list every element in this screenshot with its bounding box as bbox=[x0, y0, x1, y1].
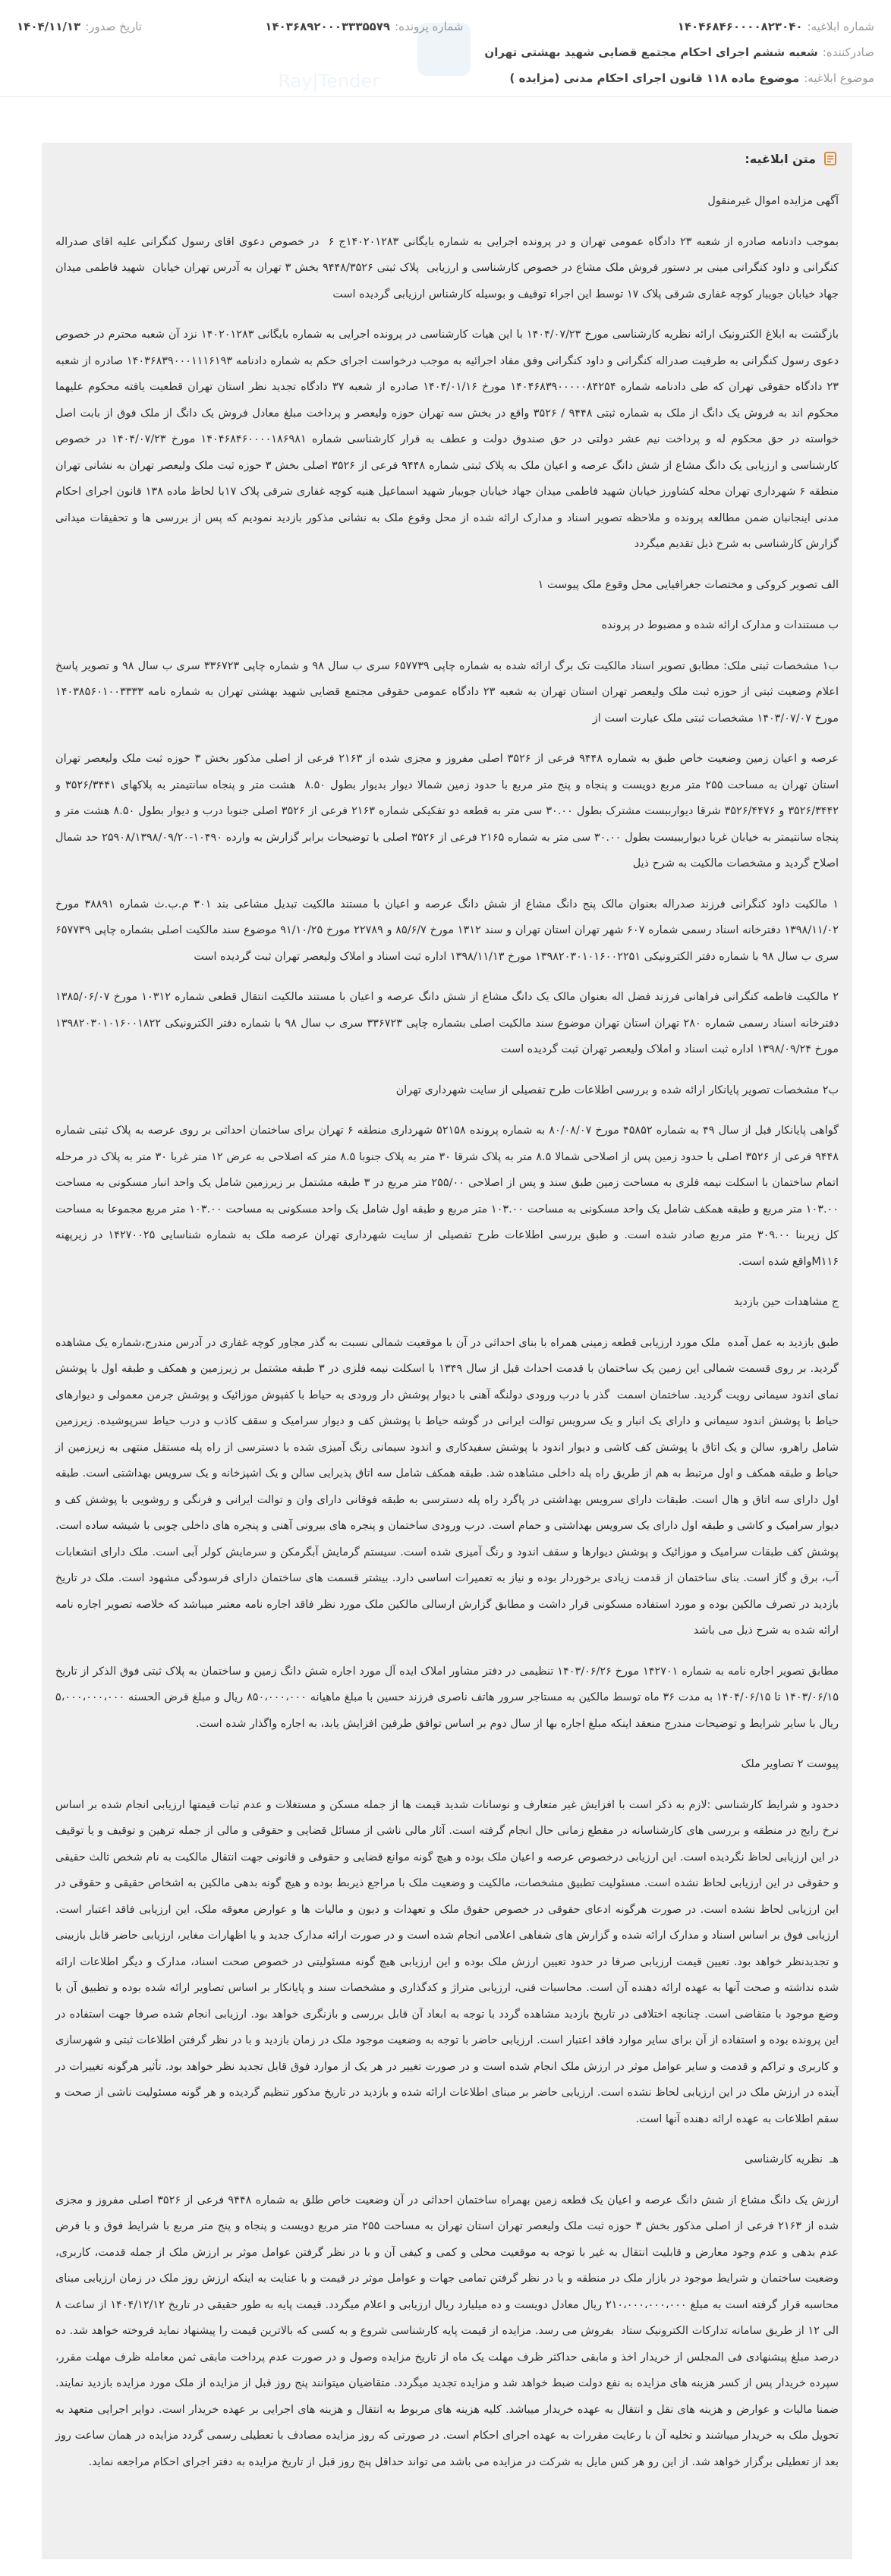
notice-body bbox=[48, 188, 839, 2475]
paragraph-gap bbox=[55, 215, 839, 229]
notice-paragraph: ۲ مالکیت فاطمه کنگرانی فراهانی فرزند فضل اله بعنوان مالک یک دانگ مشاع از شش دانگ عرصه و اعیان با مستند مالکیت انتقال قطعی شماره ۱۰۳۱۲ مورخ ۱۳۸۵/۰۶/۰۷ دفترخانه اسناد رسمی شماره ۲۸۰ تهران استان تهران موضوع سند مالکیت اصلی بشماره چاپی ۳۳۶۷۲۳ سری ب سال ۹۸ با شماره دفتر الکترونیکی ۱۳۹۸۲۰۳۰۱۰۱۶۰۰۱۸۲۲ مورخ ۱۳۹۸/۰۹/۲۴ اداره ثبت اسناد و املاک ولیعصر تهران ثبت گردیده است bbox=[52, 991, 839, 1055]
notice-paragraph: عرصه و اعیان زمین وضعیت خاص طبق به شماره ۹۴۴۸ فرعی از ۳۵۲۶ اصلی مفروز و مجزی شده از ۲۱۶۳ فرعی از اصلی مذکور بخش ۳ حوزه ثبت ملک ولیعصر تهران استان تهران به مساحت ۲۵۵ متر مربع دویست و پنجاه و پنج متر مربع با حدود زمین شمالا دیوار بدیوار بطول ۸.۵۰ هشت متر و پنجاه سانتیمتر به پلاکهای ۳۵۲۶/۳۴۴۱ و ۳۵۲۶/۳۴۴۲ و ۳۵۲۶/۴۴۷۶ شرقا دیوارببست مشترک بطول ۳۰.۰۰ سی متر به قطعه دو تفکیکی شماره ۲۱۶۳ فرعی از ۳۵۲۶ اصلی جنوبا درب و دیوار بطول ۸.۵۰ هشت متر و پنجاه سانتیمتر به خیابان غربا دیواربببست بطول ۳۰.۰۰ سی متر به شماره ۲۱۶۵ فرعی از ۳۵۲۶ اصلی با توضیحات برابر گزارش به وارده ۱۰۴۹۰-۲۵۹۰۸/۱۳۹۸/۰۹/۲۰ حد شمال اصلاح گردید و مشخصات مالکیت به شرح ذیل bbox=[52, 753, 839, 870]
header-row-issuer bbox=[17, 39, 874, 65]
notice-paragraph: دحدود و شرایط کارشناسی :لازم به ذکر است با افزایش غیر متعارف و نوسانات شدید قیمت ها از جمله مسکن و مستغلات و عدم ثبات قیمتها ارزیابی انجام شده بر اساس نرخ رایج در منطقه و بررسی های کارشناسانه در مقطع زمانی حال انجام گرفته است. آثار مالی ناشی از مسائل قضایی و حقوقی و مالی از جمله ترهین و توقیف و یا توقیف در این ارزیابی لحاظ نگردیده است. این ارزیابی درخصوص عرصه و اعیان ملک بوده و هیچ گونه موانع قضایی و حقوقی و قانونی جهت انتقال مالکیت به نام شخص ثالث حقیقی و حقوقی در این ارزیابی لحاظ نشده است. مسئولیت تطبیق مشخصات، مالکیت و وضعیت ملک با مراجع ذیربط بوده و هیچ گونه بدهی مالکین به اشخاص حقیقی و حقوقی در این ارزیابی لحاظ نشده است. در صورت هرگونه ادعای حقوقی در خصوص حقوق ملک و تعهدات و دیون و مالیات ها و عوارض معوقه ملک، این ارزیابی فاقد اعتبار است. ارزیابی فوق بر اساس اسناد و مدارک ارائه شده و گزارش های شفاهی اعلامی انجام شده است و در صورت ارائه مدارک جدید و یا اظهارات مغایر، ارزیابی حاضر قابل بازبینی و تجدیدنظر خواهد بود. تعیین قیمت ارزیابی صرفا در حدود تعیین ارزش ملک بوده و این ارزیابی هیچ گونه مسئولیتی در خصوص صحت اسناد، مدارک و دیگر اطلاعات ارائه شده نداشته و صحت آنها به عهده ارائه دهنده آن است. محاسبات فنی، ارزیابی متراژ و کدگذاری و مشخصات سند و پایانکار بر اساس تصاویر ارائه شده بوده و تطبیق آن با وضع موجود با متقاضی است. چنانچه اختلافی در تاریخ بازدید مشاهده گردد با توجه به ابعاد آن قابل بررسی و بازنگری خواهد بود. ارزیابی انجام شده صرفا جهت استفاده در این پرونده بوده و استفاده از آن برای سایر موارد فاقد اعتبار است. ارزیابی حاضر با توجه به وضعیت موجود ملک در زمان بازدید و با در نظر گرفتن اطلاعات ثبتی و شهرسازی و کاربری و تراکم و قدمت و سایر عوامل موثر در ارزش ملک انجام شده است و در صورت تغییر در هر یک از موارد فوق قابل تجدید نظر خواهد بود. تأثیر هرگونه تغییرات در آینده در ارزش ملک در این ارزیابی لحاظ نشده است. ارزیابی حاضر بر مبنای اطلاعات ارائه شده و بازدید در تاریخ مذکور تنظیم گردیده و هر گونه مسئولیت ناشی از صحت و سقم اطلاعات به عهده ارائه دهنده آنها است. bbox=[52, 1798, 839, 2125]
paragraph-gap bbox=[55, 558, 839, 572]
notice-paragraph: ارزش یک دانگ مشاع از شش دانگ عرصه و اعیان یک قطعه زمین بهمراه ساختمان احداثی در آن وضعیت خاص طلق به شماره ۹۴۴۸ فرعی از ۳۵۲۶ اصلی مفروز و مجزی شده از ۲۱۶۳ فرعی از اصلی مذکور بخش ۳ حوزه ثبت ملک ولیعصر تهران استان تهران به مساحت ۲۵۵ متر مربع دویست و پنجاه و پنج متر مربع با شرایط فوق و با فرض عدم بدهی و عدم وجود معارض و قابلیت انتقال به غیر با توجه به موقعیت محلی و کمی و کیفی آن و با در نظر گرفتن عوامل موثر بر ارزش ملک از جمله قدمت، کاربری، وضعیت ساختمان و شرایط موجود در بازار ملک در منطقه و با در نظر گرفتن تمامی جهات و عوامل موثر در قیمت و با عنایت به اینکه ارزش روز ملک در زمان ارزیابی مبنای محاسبه قرار گرفته است به مبلغ ۲۱۰،۰۰۰،۰۰۰،۰۰۰ ریال معادل دویست و ده میلیارد ریال ارزیابی و اعلام میگردد. قیمت پایه به طور حقیقی در تاریخ ۱۴۰۴/۱۲/۱۲ از ساعت ۸ الی ۱۲ از طریق سامانه تدارکات الکترونیک ستاد بفروش می رسد. مزایده از قیمت پایه کارشناسی شروع و به کسی که بالاترین قیمت را پیشنهاد نماید فروخته خواهد شد. ده درصد مبلغ پیشنهادی فی المجلس از خریدار اخذ و مابقی حداکثر ظرف مهلت یک ماه از تاریخ مزایده وصول و در صورت عدم پرداخت مابقی ثمن معامله ظرف مهلت مقرر، سپرده خریدار پس از کسر هزینه های مزایده به نفع دولت ضبط خواهد شد و مزایده تجدید میگردد. متقاضیان میتوانند پنج روز قبل از مزایده از ملک مورد مزایده بازدید نمایند. ضمنا مالیات و عوارض و هزینه های نقل و انتقال به عهده خریدار میباشد. کلیه هزینه های مربوط به انتقال و هزینه های اجرایی بر عهده خریدار است. دوایر اجرایی متعهد به تحویل ملک به خریدار میباشند و تخلیه آن با رعایت مقررات به عهده اجرای احکام است. در صورتی که روز مزایده مصادف با تعطیلی رسمی گردد مزایده در همان ساعت روز بعد از تعطیلی برگزار خواهد شد. از این رو هر کس مایل به شرکت در مزایده می باشد می تواند حداقل پنج روز قبل از تاریخ مزایده به دفتر اجرای احکام مراجعه نماید. bbox=[52, 2194, 839, 2468]
paragraph-gap bbox=[55, 598, 839, 612]
notice-paragraph: بموجب دادنامه صادره از شعبه ۲۳ دادگاه عمومی تهران و در پرونده اجرایی به شماره بایگانی ۱۴۰۲۰۱۲۸۳ج ۶ در خصوص دعوی اقای رسول کنگرانی علیه اقای صدراله کنگرانی و داود کنگرانی مبنی بر دستور فروش ملک مشاع در خصوص کارشناسی و ارزیابی پلاک ثبتی ۹۴۴۸/۳۵۲۶ بخش ۳ تهران به آدرس تهران خیابان شهید فاطمی میدان جهاد خیابان جویبار کوچه غفاری شرقی پلاک ۱۷ توسط این اجراء توقیف و بوسیله کارشناس ارزیابی گردیده است bbox=[52, 235, 839, 300]
notice-paragraph: بازگشت به ابلاغ الکترونیک ارائه نظریه کارشناسی مورخ ۱۴۰۴/۰۷/۲۳ با این هیات کارشناسی در پرونده اجرایی به شماره بایگانی ۱۴۰۲۰۱۲۸۳ نزد آن شعبه محترم در خصوص دعوی رسول کنگرانی به طرفیت صدراله کنگرانی و داود کنگرانی وفق مفاد اجرائیه به موجب درخواست اجرای حکم به شماره دادنامه ۱۴۰۳۶۸۳۹۰۰۰۱۱۱۶۱۹۳ صادره از شعبه ۲۳ دادگاه حقوقی تهران که طی دادنامه شماره ۱۴۰۴۶۸۳۹۰۰۰۰۰۸۴۲۵۴ مورخ ۱۴۰۴/۰۱/۱۶ صادره از شعبه ۳۷ دادگاه تجدید نظر استان تهران قطعیت یافته محکوم علیهما محکوم اند به فروش یک دانگ از ملک به شماره ثبتی ۹۴۴۸ / ۳۵۲۶ واقع در بخش سه تهران حوزه ولیعصر و پرداخت مبلغ معادل فروش یک دانگ از ملک فوق از بابت اصل خواسته در حق محکوم له و پرداخت نیم عشر دولتی در حق صندوق دولت و عطف به قرار کارشناسی شماره ۱۴۰۴۶۸۴۶۰۰۰۰۱۸۶۹۸۱ مورخ ۱۴۰۴/۰۷/۲۳ در خصوص کارشناسی و ارزیابی یک دانگ مشاع از شش دانگ عرصه و اعیان ملک به پلاک ثبتی شماره ۹۴۴۸ فرعی از ۳۵۲۶ اصلی بخش ۳ حوزه ثبت ملک ولیعصر تهران به نشانی تهران منطقه ۶ شهرداری تهران محله کشاورز خیابان شهید فاطمی میدان جهاد خیابان جویبار شهید اسماعیل هنیه کوچه غفاری شرقی پلاک ۱۷با لحاظ ماده ۱۳۸ قانون اجرای احکام مدنی اینجانبان ضمن مطالعه پرونده و ملاحظه تصویر اسناد و مدارک ارائه شده از محل وقوع ملک به نشانی مذکور بازدید نمودیم که پس از بررسی ها و تحقیقات میدانی گزارش کارشناسی به شرح ذیل تقدیم میگردد bbox=[52, 329, 839, 550]
notice-paragraph: مطابق تصویر اجاره نامه به شماره ۱۴۲۷۰۱ مورخ ۱۴۰۳/۰۶/۲۶ تنظیمی در دفتر مشاور املاک ایده آل مورد اجاره شش دانگ زمین و ساختمان به پلاک ثبتی فوق الذکر از تاریخ ۱۴۰۳/۰۶/۱۵ تا ۱۴۰۴/۰۶/۱۵ به مدت ۳۶ ماه توسط مالکین به مستاجر سرور هاتف ناصری فرزند حسین با مبلغ ماهیانه ۸۵۰،۰۰۰،۰۰۰ ریال و مبلغ قرض الحسنه ۵،۰۰۰،۰۰۰،۰۰۰ ریال با سایر شرایط و توضیحات مندرج منعقد اینکه مبلغ اجاره بها از سال دوم بر اساس توافق طرفین افزایش یابد، به اجاره واگذار شده است. bbox=[52, 1665, 839, 1730]
issue-date: تاریخ صدور: ۱۴۰۴/۱۱/۱۳ bbox=[17, 20, 142, 33]
paragraph-gap bbox=[55, 639, 839, 653]
notice-header bbox=[0, 0, 891, 97]
paragraph-gap bbox=[55, 1778, 839, 1792]
notice-paragraph: ب۲ مشخصات تصویر پایانکار ارائه شده و بررسی اطلاعات طرح تفصیلی از سایت شهرداری تهران bbox=[395, 1084, 839, 1096]
case-number: شماره پرونده: ۱۴۰۳۶۸۹۲۰۰۰۳۳۳۵۵۷۹ bbox=[265, 20, 464, 33]
svg-text:Ray|Tender: Ray|Tender bbox=[278, 71, 379, 92]
panel-title bbox=[745, 150, 839, 167]
notice-paragraph: پیوست ۲ تصاویر ملک bbox=[741, 1758, 839, 1770]
notice-paragraph: ب مستندات و مدارک ارائه شده و مضبوط در پرونده bbox=[601, 619, 839, 631]
paragraph-gap bbox=[55, 1737, 839, 1751]
notice-paragraph: ۱ مالکیت داود کنگرانی فرزند صدراله بعنوان مالک پنج دانگ مشاع از شش دانگ عرصه و اعیان با مستند مالکیت تبدیل مشاعی بند ۳۰۱ م.ب.ث شماره ۳۸۸۹۱ مورخ ۱۳۹۸/۱۱/۰۲ دفترخانه اسناد رسمی شماره ۶۰۷ شهر تهران استان تهران و سند ۱۳۱۲ مورخ ۸۵/۶/۷ و ۲۲۷۸۹ مورخ ۹۱/۱۰/۲۵ موضوع سند مالکیت اصلی بشماره چاپی ۶۵۷۷۳۹ سری ب سال ۹۸ با شماره دفتر الکترونیکی ۱۳۹۸۲۰۳۰۱۰۱۶۰۰۲۲۵۱ مورخ ۱۳۹۸/۱۱/۱۳ اداره ثبت اسناد و املاک ولیعصر تهران ثبت گردیده است bbox=[52, 898, 839, 963]
paragraph-gap bbox=[55, 970, 839, 984]
notice-paragraph: طبق بازدید به عمل آمده ملک مورد ارزیابی قطعه زمینی همراه با بنای احداثی در آن با موقعیت شمالی نسبت به گذر مجاور کوچه غفاری در آدرس مندرج،شماره یک مشاهده گردید. بر روی قسمت شمالی این زمین یک ساختمان با قدمت احداث قبل از سال ۱۳۴۹ با اسکلت نیمه فلزی در ۳ طبقه مشتمل بر زیرزمین و همکف و طبقه اول با پوشش نمای اندود سیمانی رویت گردید. ساختمان اسمت گذر با درب ورودی دولنگه آهنی با دیوار پوشش دار ورودی به حیاط با کفپوش موزائیک و پوشش جرمن معمولی و دیوارهای حیاط با پوشش اندود سیمانی و دارای یک انبار و یک سرویس توالت ایرانی در گوشه حیاط با پوشش کف و دیوار سرامیک و سقف کاذب و درب حیاط سرپوشیده. زیرزمین شامل راهرو، سالن و یک اتاق با پوشش کف کاشی و دیوار اندود با پوشش سفیدکاری و اندود سیمانی رنگ آمیزی شده با دسترسی از راه پله مستقل منتهی به زیرزمین از حیاط و طبقه همکف و اول مرتبط به هم از طریق راه پله داخلی مشاهده شد. طبقه همکف شامل سه اتاق پذیرایی سالن و یک اشپزخانه و یک سرویس بهداشتی است. طبقه اول دارای سه اتاق و هال است. طبقات دارای سرویس بهداشتی در پاگرد راه پله دسترسی به طبقه فوقانی دارای وان و توالت ایرانی و فرنگی و روشویی با پوشش کف و دیوار سرامیک و کاشی و طبقه اول دارای یک سرویس بهداشتی و حمام است. درب ورودی ساختمان و پنجره های بیرونی آهنی و پنجره های داخلی چوبی با شیشه ساده است. پوشش کف طبقات سرامیک و موزائیک و پوشش دیوارها و سقف اندود و رنگ آمیزی شده است. سیستم گرمایش آبگرمکن و سرمایش کولر آبی است. ملک دارای انشعابات آب، برق و گاز است. بنای ساختمان از قدمت زیادی برخوردار بوده و نیاز به تعمیرات اساسی دارد. بیشتر قسمت های ساختمان دارای فرسودگی مشهود است. ملک در تاریخ بازدید در تصرف مالکین بوده و مورد استفاده مسکونی قرار داشت و مطابق گزارش ارسالی مالکین ملک مورد نظر فاقد اجاره نامه معتبر میباشد که خلاصه تصویر اجاره نامه ارائه شده به شرح ذیل می باشد bbox=[52, 1336, 839, 1637]
notice-paragraph: گواهی پایانکار قبل از سال ۴۹ به شماره ۴۵۸۵۲ مورخ ۸۰/۰۸/۰۷ به شماره پرونده ۵۲۱۵۸ شهرداری منطقه ۶ تهران برای ساختمان احداثی بر روی عرصه به پلاک ثبتی شماره ۹۴۴۸ فرعی از ۳۵۲۶ اصلی با حدود زمین پس از اصلاحی شمالا ۸.۵ متر به پلاک شرقا ۳۰ متر به پلاک جنوبا ۸.۵ متر که اصلاحی به عرض ۱۲ متر غربا ۳۰ متر به پلاک در مرحله اتمام ساختمان با اسکلت نیمه فلزی به مساحت زمین طبق سند و پس از اصلاحی ۲۵۵/۰۰ متر مربع در ۳ طبقه مشتمل بر زیرزمین شامل یک واحد انبار مسکونی به مساحت ۱۰۳.۰۰ متر مربع و طبقه همکف شامل یک واحد مسکونی به مساحت ۱۰۳.۰۰ متر مربع و طبقه اول شامل یک واحد مسکونی به مساحت ۱۰۳.۰۰ متر مربع مجموعا به مساحت کل زیربنا ۳۰۹.۰۰ متر مربع صادر شده است. و طبق بررسی اطلاعات طرح تفصیلی از سایت شهرداری تهران عرصه ملک به شماره شناسایی ۱۴۲۷۰۰۲۵ در زیرپهنه M۱۱۶واقع شده است. bbox=[48, 1124, 839, 1268]
paragraph-gap bbox=[55, 2173, 839, 2188]
notice-paragraph: هـ نظریه کارشناسی bbox=[744, 2153, 839, 2166]
notice-paragraph: ج مشاهدات حین بازدید bbox=[733, 1296, 839, 1308]
header-row-numbers bbox=[17, 14, 874, 39]
notice-paragraph: آگهی مزایده اموال غیرمنقول bbox=[707, 195, 839, 207]
paragraph-gap bbox=[55, 307, 839, 322]
paragraph-gap bbox=[55, 2132, 839, 2147]
subject: موضوع ابلاغیه: موضوع ماده ۱۱۸ قانون اجرای احکام مدنی (مزایده ) bbox=[509, 71, 874, 85]
notice-paragraph: ب۱ مشخصات ثبتی ملک: مطابق تصویر اسناد مالکیت تک برگ ارائه شده به شماره چاپی ۶۵۷۷۳۹ سری ب سال ۹۸ و شماره چاپی ۳۳۶۷۲۳ سری ب سال ۹۸ و تصویر پاسخ اعلام وضعیت ثبتی از حوزه ثبت ملک ولیعصر تهران استان تهران به شعبه ۲۳ دادگاه عمومی حقوقی مجتمع قضایی شهید بهشتی تهران به شماره نامه ۱۴۰۳۸۵۶۰۱۰۰۳۳۳۳ مورخ ۱۴۰۳/۰۷/۰۷ مشخصات ثبتی ملک عبارت است از bbox=[52, 659, 839, 725]
issuer: صادرکننده: شعبه ششم اجرای احکام مجتمع قضایی شهید بهشتی تهران bbox=[484, 46, 874, 59]
paragraph-gap bbox=[55, 1103, 839, 1118]
paragraph-gap bbox=[55, 1316, 839, 1330]
paragraph-gap bbox=[55, 1063, 839, 1077]
paragraph-gap bbox=[55, 731, 839, 746]
notice-paragraph: الف تصویر کروکی و مختصات جغرافیایی محل وقوع ملک پیوست ۱ bbox=[537, 578, 839, 591]
paragraph-gap bbox=[55, 877, 839, 892]
header-row-subject bbox=[17, 65, 874, 91]
panel-title-label: متن ابلاغیه: bbox=[745, 151, 816, 166]
paragraph-gap bbox=[55, 1644, 839, 1659]
notice-text-panel bbox=[42, 143, 852, 2559]
paragraph-gap bbox=[55, 1275, 839, 1289]
notice-number: شماره ابلاغیه: ۱۴۰۴۶۸۴۶۰۰۰۰۸۲۳۰۴۰ bbox=[677, 20, 874, 33]
document-icon bbox=[822, 150, 839, 167]
